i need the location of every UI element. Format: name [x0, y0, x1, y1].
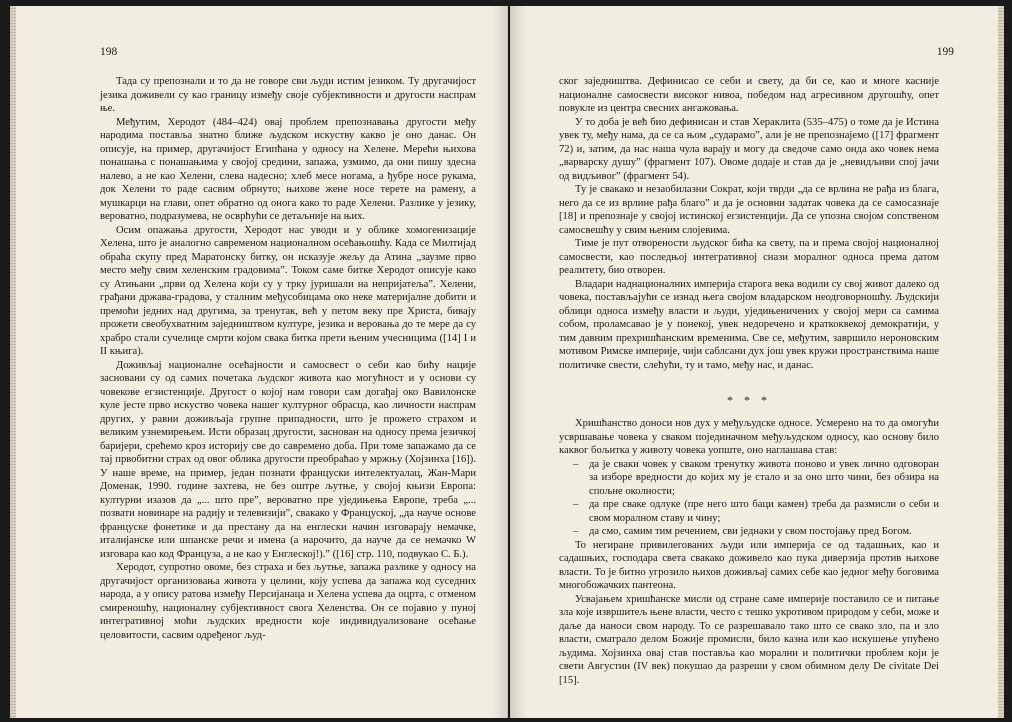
paragraph: Ту је свакако и незаобилазни Сократ, који тврди „да се врлина не рађа из блага, него да се из врлине рађа благо” и да је основни задатак човека да се самосазнаје [18] и препознаје у својој истинској егзистенцији. Да се упозна својом сопственом самосвешћу у свим њеним слојевима. — [559, 184, 939, 236]
list-item-text: да смо, самим тим речением, сви једнаки у свом постојању пред Богом. — [589, 526, 912, 537]
list-item-text: да пре сваке одлуке (пре него што баци камен) треба да размисли о себи и свом моралном ставу и чину; — [589, 499, 939, 524]
paragraph: Тиме је пут отворености људског бића ка свету, па и према својој националној самосвести, као последњој интегративној снази моралног односа према датом реалитету, био отворен. — [559, 238, 939, 276]
page-number: 198 — [100, 46, 118, 58]
list-item-text: да је сваки човек у сваком тренутку живота поново и увек лично одговоран за изборе вредности до којих му је стало и за оно што чини, без обзира на спољне околности; — [589, 458, 939, 497]
paragraph: Тада су препознали и то да не говоре сви људи истим језиком. Ту другачијост језика доживели су као границу између своје субјективности и другости наспрам ње. — [100, 76, 476, 114]
dash-list — [559, 458, 939, 539]
paragraph: То негиране привилегованих људи или империја се од тадашњих, као и садашњих, господара света свакако доживело као пука диверзија против њихове власти. То је битно угрозило њихов доживљај самих себе као једног међу боговима многобожачких пантеона. — [559, 539, 939, 591]
list-item: – да је сваки човек у сваком тренутку живота поново и увек лично одговоран за изборе вредности до којих му је стало и за оно што чини, без обзира на спољне околности; — [573, 458, 939, 497]
paragraph: Осим опажања другости, Херодот нас уводи и у облике хомогенизације Хелена, што је аналогно савременом националном осећањошћу. Када се Милтијад обраћа скупу пред Маратонску битку, он исказује жељу да Атина „заузме прво место међу свим хеленским градовима”. Током саме битке Херодот описује како су Атињани „први од Хелена који су у трку јуришали на непријатеља”. Хелени, грађани држава-градова, у сталним међусобицама око неке материјалне добити и премоћи једних над другима, за тренутак, већ у петом веку пре Христа, бивају прожети свеобухватним заједништвом културе, језика и веровања до те мере да су храбро стали сучелице смрти којом свака битка прети њеним учесницима ([14] I и II књига). — [100, 224, 476, 357]
left-page — [16, 6, 508, 718]
body-text — [559, 75, 939, 687]
page-edge-right — [998, 6, 1004, 718]
gutter-shadow — [492, 6, 508, 718]
paragraph: ског заједништва. Дефинисао се себи и свету, да би се, као и многе касније националне самосвести високог нивоа, победом над агресивном другошћу, опет повукле из центра свесних ангажовања. — [559, 76, 939, 114]
paragraph: У то доба је већ био дефинисан и став Хераклита (535–475) о томе да је Истина увек ту, међу нама, да се са њом „сударамо”, али је не препознајемо ([17] фрагмент 72) и, затим, да нас наша чула варају и могу да сведоче само онда ако човек нема „варварску душу” (фрагмент 107). Овоме додаје и став да је „невидљиви спој јачи од видљивог” (фрагмент 54). — [559, 116, 939, 182]
list-item: – да смо, самим тим речением, сви једнаки у свом постојању пред Богом. — [573, 526, 912, 537]
paragraph: Херодот, супротно овоме, без страха и без љутње, запажа разлике у односу на другачијост организовања живота у целини, коју успева да запажа код суседних народа, а у опису ратова између Персијанаца и Хелена успева да оцрта, с отменом смиреношћу, националну субјективност свога Хеленства. Он се појавио у пуној интегративној моћи људских вредности које индивидуализоване осећање целовитости, сасвим одређеног људ- — [100, 562, 476, 641]
paragraph: Владари наднационалних империја старога века водили су свој живот далеко од човека, постављајући се изнад њега својом владарском неодговорношћу. Људскији облици односа између власти и људи, уједињеничених у својој мери са самима собом, проламсавао је у понекој, увек недоречено и краткоквекој демократији, у тим давним прехришћанским временима. Све се, међутим, завршило нероновским мотивом Римске империје, чији саблсани дух још увек кружи пространствима наше политичке свести, слећући, ту и тамо, међу нас, и данас. — [559, 278, 939, 371]
list-item: – да пре сваке одлуке (пре него што баци камен) треба да размисли о себи и свом моралном ставу и чину; — [573, 499, 939, 524]
gutter-shadow — [511, 6, 527, 718]
paragraph: Доживљај националне осећајности и самосвест о себи као бићу нације засновани су од самих почетака људског живота као могућност и у основи су човекове егзистенције. Другост о којој нам говори сам догађај око Вавилонске куле јесте прво искуство човека нашег културног обрасца, као личности наспрам других, у равни доживљаја групне припадности, што је прожето страхом и великим узнемирењем. Исти образац другости, заснован на односу према језичкој баријери, срећемо кроз историју све до савремено доба. При томе запажамо да се тај првобитни страх од овог облика другости преобраћао у мржњу (Хојзинха [16]). У наше време, на пример, један познати француски интелектуалац, Жан-Мари Доменак, 1990. године захтева, не без оштре љутње, у својој књизи Европа: културни изазов да „... што пре”, вероватно пре уједињења Европе, треба „... позвати новинаре на радију и телевизији”, свакако у Француској, „да науче основе француске фонетике и да престану да на енглески начин изговарају немачке, италијанске или шпанске речи и имена (а нарочито, да науче да се немачко W изговара као код Француза, а не као у Енглеској!).” ([16] стр. 110, подвукао С. Б.). — [100, 359, 476, 560]
paragraph: Хришћанство доноси нов дух у међуљудске односе. Усмерено на то да омогући усвршавање човека у сваком појединачном међуљудском односу, као основу било каквог бољитка у животу човека уопште, оно наглашава став: — [559, 418, 939, 456]
section-separator: * * * — [727, 393, 771, 407]
right-page — [510, 6, 998, 718]
paragraph: Усвајањем хришћанске мисли од стране саме империје поставило се и питање зла које извршитељ њене власти, често с тешко укротивом природом у себи, може и даље да наноси свом народу. То се разрешавало тако што се свако зло, па и зло власти, сматрало делом Божије промисли, било казна или као искушење упућено људима. Хојзинха овај став поставља као морални и политички проблем који је свети Августин (IV век) покушао да разреши у свом обимном делу De civitate Dei [15]. — [559, 593, 939, 686]
page-number: 199 — [936, 46, 954, 58]
paragraph: Међутим, Херодот (484–424) овај проблем препознавања другости међу народима поставља знатно ближе људском искуству какво је оно данас. Он описује, на пример, другачијост Египћана у односу на Хелене. Мерећи њихова понашања с понашањима у својој средини, запажа, узмимо, да они пишу здесна налево, а не као Хелени, слева надесно; хлеб месе ногама, а ђубре носе рукама, док Хелени то раде сасвим обрнуто; њихове жене носе терете на рамену, а мушкарци на глави, опет обратно од онога како то раде Хелени. Разлике у језику, вероватно, подразумева, не осврћући се детаљније на њих. — [100, 116, 476, 222]
body-text — [100, 75, 476, 642]
